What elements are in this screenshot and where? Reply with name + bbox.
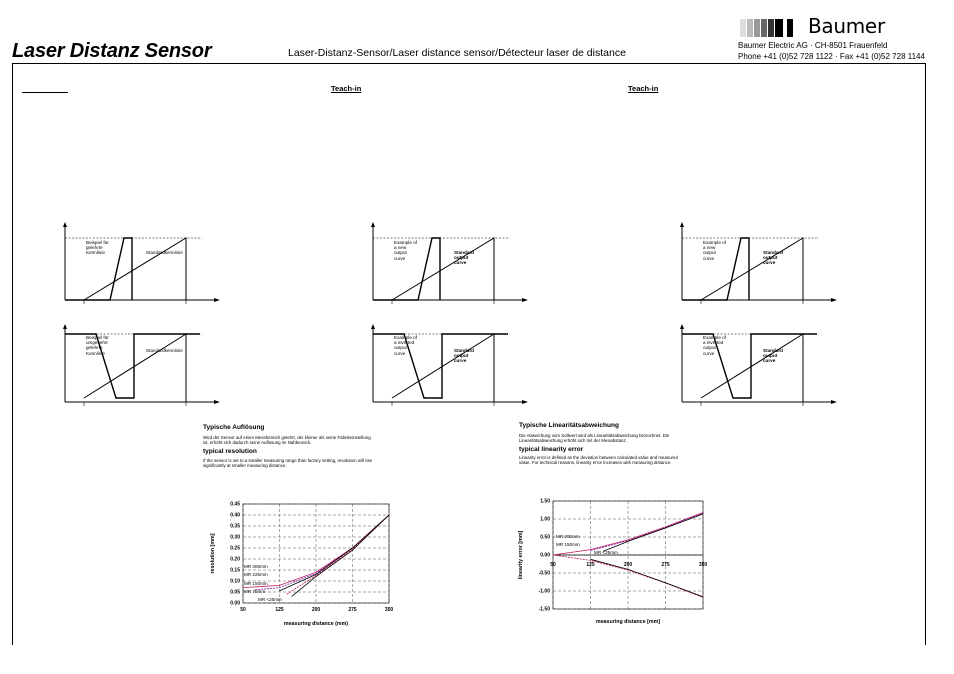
resolution-heading-de: Typische Auflösung	[203, 424, 265, 431]
y-tick-label: -1.50	[538, 606, 550, 613]
x-tick-label: 350	[384, 607, 394, 613]
x-tick-label: 275	[348, 607, 357, 613]
x-tick-label: 200	[311, 607, 321, 613]
y-axis-label: resolution [mm]	[210, 533, 216, 574]
rising-output-diagram	[679, 220, 839, 306]
y-tick-label: 0.00	[540, 552, 550, 559]
series-label: MR 75mm	[244, 589, 266, 594]
linearity-text-de: Die Abweichung vom Sollwert wird als Linearitätsabweichung bezeichnet. Die Linearitätsabweichung erhöht sich mit der Messdistanz.	[519, 433, 670, 443]
resolution-text-de: Wird der Sensor auf einen Messbereich gelehrt, der kleiner als seine Fabrikeinstellung ist, erhöht sich dadurch seine Auflösung im Nahbereich.	[203, 435, 371, 445]
teach-in-heading: Teach-in	[331, 84, 362, 93]
y-tick-label: 1.50	[540, 498, 550, 505]
x-axis-arrow-icon	[831, 400, 837, 404]
x-tick-label: 50	[240, 607, 246, 613]
y-axis-arrow-icon	[680, 222, 684, 227]
y-tick-label: 0.35	[230, 523, 240, 530]
series-line	[287, 515, 389, 594]
taught-curve-label: Beispiel für gelehrte Kennlinie	[86, 240, 109, 256]
linearity-text-en: Linearity error is defined as the deviation between calculated value and measured value. For technical reasons, linearity error increases with measuring distance.	[519, 455, 678, 465]
x-tick-label: 50	[550, 562, 556, 568]
series-line	[603, 514, 703, 551]
x-axis-label: measuring distance (mm)	[283, 621, 349, 627]
y-tick-label: 0.45	[230, 501, 240, 508]
series-label: MR 150mm	[556, 542, 580, 547]
x-tick-label: 125	[275, 607, 284, 613]
series-label: MR 300mm	[244, 564, 268, 569]
y-tick-label: 0.10	[230, 578, 240, 585]
x-axis-label: measuring distance [mm]	[595, 619, 661, 625]
y-tick-label: 0.15	[230, 567, 240, 574]
brand-name: Baumer	[808, 14, 885, 38]
y-tick-label: 0.05	[230, 589, 240, 596]
series-label: MR 150mm	[244, 581, 268, 586]
y-tick-label: 0.25	[230, 545, 240, 552]
standard-curve-label: Standard output curve	[763, 348, 783, 364]
rising-output-diagram	[370, 220, 530, 306]
y-axis-label: linearity error [mm]	[518, 530, 524, 580]
linearity-heading-en: typical linearity error	[519, 446, 584, 453]
x-tick-label: 200	[623, 562, 633, 568]
x-axis-arrow-icon	[831, 298, 837, 302]
resolution-heading-en: typical resolution	[203, 448, 257, 455]
x-axis-arrow-icon	[214, 298, 220, 302]
taught-curve-label: Beispiel für umgekehrt gelehrte Kennlinie	[86, 335, 109, 356]
y-tick-label: -1.00	[538, 588, 550, 595]
page-title: Laser Distanz Sensor	[12, 40, 212, 62]
section-rule	[22, 92, 68, 93]
standard-curve-label: Standardkennlinie	[146, 348, 183, 353]
taught-curve-label: Example of a inverted output curve	[703, 335, 726, 356]
y-axis-arrow-icon	[371, 222, 375, 227]
y-axis-arrow-icon	[371, 324, 375, 329]
y-tick-label: 0.00	[230, 600, 240, 607]
y-axis-arrow-icon	[63, 324, 67, 329]
linearity-heading-de: Typische Linearitätsabweichung	[519, 422, 619, 429]
rising-output-diagram	[62, 220, 222, 306]
company-address: Baumer Electric AG · CH-8501 Frauenfeld	[738, 41, 888, 50]
x-axis-arrow-icon	[214, 400, 220, 404]
x-axis-arrow-icon	[522, 400, 528, 404]
company-phone-fax: Phone +41 (0)52 728 1122 · Fax +41 (0)52 728 1144	[738, 52, 925, 61]
resolution-text-en: If the sensor is set to a smaller measuring range than factory setting, resolution will rise significantly at smaller measuring distance.	[203, 458, 373, 468]
taught-curve-label: Example of a new output curve	[394, 240, 417, 261]
y-axis-arrow-icon	[680, 324, 684, 329]
x-axis-arrow-icon	[522, 298, 528, 302]
x-tick-label: 350	[698, 562, 708, 568]
standard-curve-label: Standard output curve	[763, 250, 783, 266]
series-label: MR 300mm	[556, 534, 580, 539]
y-axis-arrow-icon	[63, 222, 67, 227]
series-label: MR 225mm	[244, 572, 268, 577]
y-tick-label: 1.00	[540, 516, 550, 523]
y-tick-label: 0.50	[540, 534, 550, 541]
y-tick-label: 0.40	[230, 512, 240, 519]
standard-curve-label: Standardkennlinie	[146, 250, 183, 255]
y-tick-label: 0.20	[230, 556, 240, 563]
x-tick-label: 275	[661, 562, 670, 568]
x-tick-label: 125	[586, 562, 595, 568]
page-subtitle: Laser-Distanz-Sensor/Laser distance sensor/Détecteur laser de distance	[288, 47, 626, 59]
standard-curve-label: Standard output curve	[454, 250, 474, 266]
standard-curve-label: Standard output curve	[454, 348, 474, 364]
series-label: MR <25mm	[258, 597, 282, 602]
y-tick-label: -0.50	[538, 570, 550, 577]
taught-curve-label: Example of a new output curve	[703, 240, 726, 261]
series-label: MR <25mm	[594, 550, 618, 555]
y-tick-label: 0.30	[230, 534, 240, 541]
teach-in-heading: Teach-in	[628, 84, 659, 93]
resolution-chart	[200, 495, 400, 635]
linearity-chart	[512, 493, 722, 633]
taught-curve-label: Example of a inverted output curve	[394, 335, 417, 356]
